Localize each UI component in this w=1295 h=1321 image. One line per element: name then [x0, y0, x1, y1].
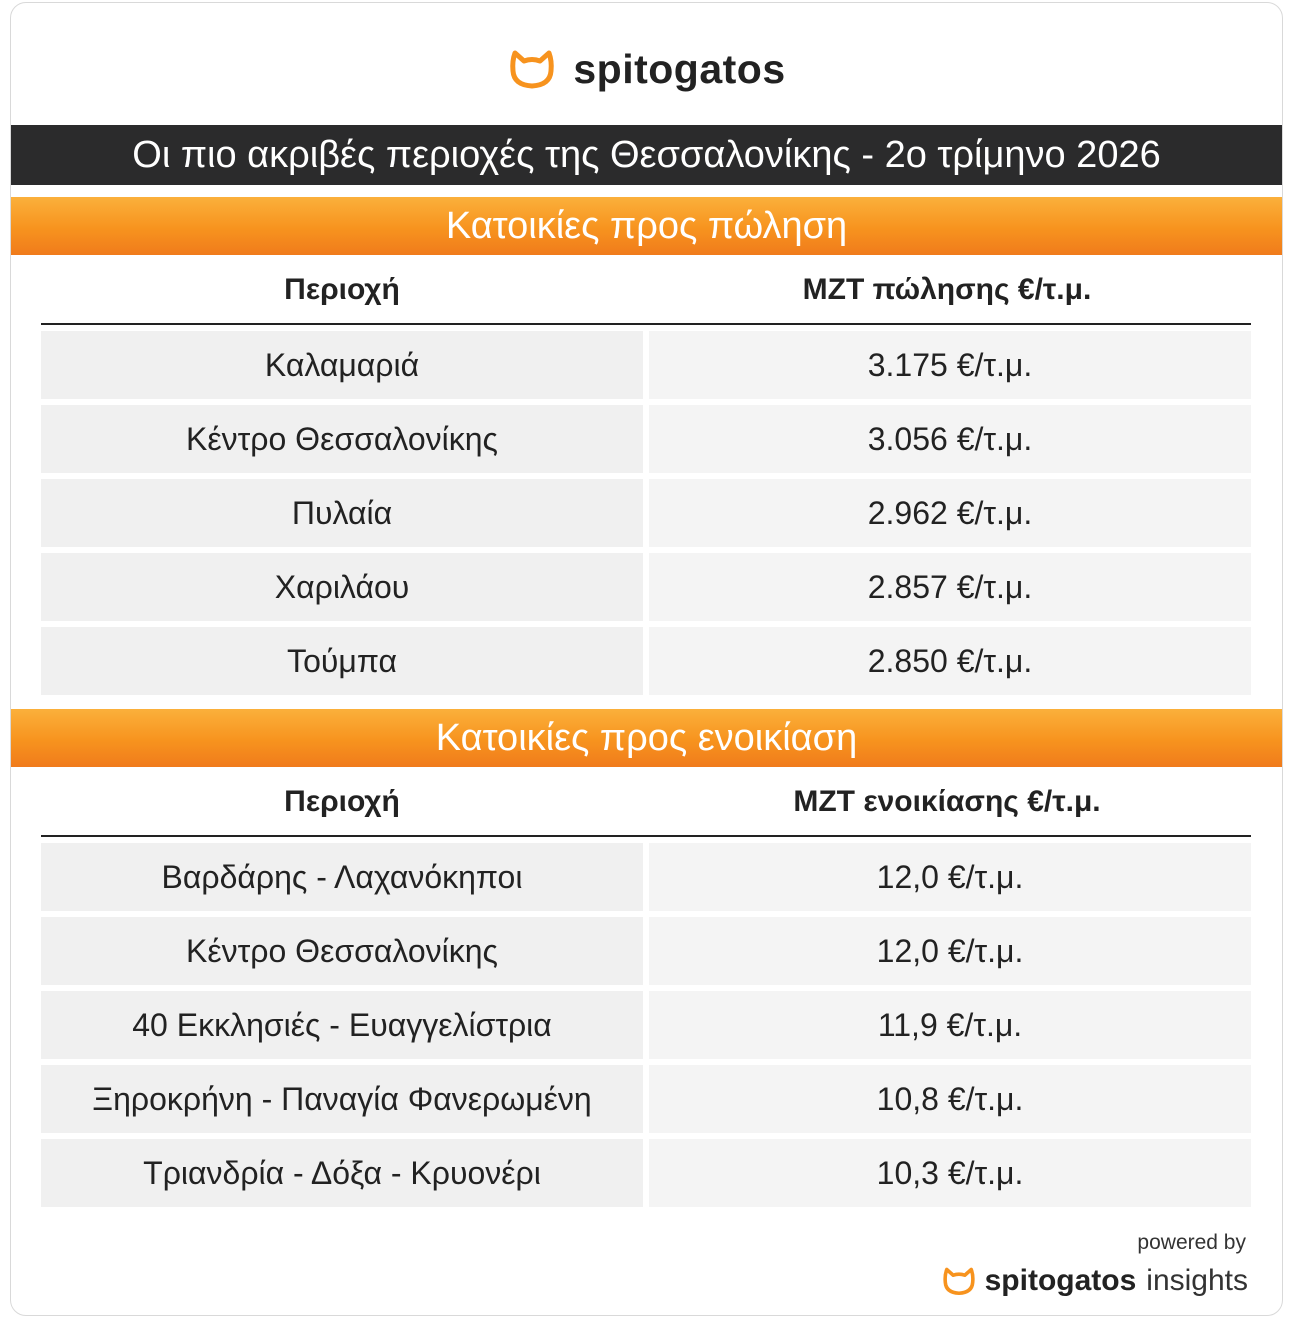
price-cell: 3.175 €/τ.μ.: [649, 331, 1251, 399]
area-cell: Κέντρο Θεσσαλονίκης: [41, 917, 643, 985]
infographic-card: [10, 2, 1283, 1316]
rent-section-heading: Κατοικίες προς ενοικίαση: [10, 709, 1283, 767]
table-row: [41, 627, 1251, 695]
brand-logo: [11, 41, 1282, 97]
table-row: [41, 331, 1251, 399]
area-cell: Τριανδρία - Δόξα - Κρυονέρι: [41, 1139, 643, 1207]
cat-logo-icon: [941, 1265, 977, 1297]
area-cell: Καλαμαριά: [41, 331, 643, 399]
price-cell: 2.962 €/τ.μ.: [649, 479, 1251, 547]
area-cell: Βαρδάρης - Λαχανόκηποι: [41, 843, 643, 911]
area-cell: 40 Εκκλησιές - Ευαγγελίστρια: [41, 991, 643, 1059]
area-cell: Τούμπα: [41, 627, 643, 695]
area-cell: Χαριλάου: [41, 553, 643, 621]
rent-table-body: [41, 843, 1251, 1213]
price-cell: 10,8 €/τ.μ.: [649, 1065, 1251, 1133]
price-cell: 2.857 €/τ.μ.: [649, 553, 1251, 621]
rent-col-price: ΜΖΤ ενοικίασης €/τ.μ.: [793, 785, 1101, 818]
rent-col-area: Περιοχή: [284, 785, 400, 818]
price-cell: 12,0 €/τ.μ.: [649, 917, 1251, 985]
price-cell: 2.850 €/τ.μ.: [649, 627, 1251, 695]
table-row: [41, 917, 1251, 985]
table-row: [41, 1139, 1251, 1207]
table-row: [41, 479, 1251, 547]
powered-by-label: powered by: [1137, 1231, 1246, 1254]
sale-section-heading: Κατοικίες προς πώληση: [10, 197, 1283, 255]
sale-col-price: ΜΖΤ πώλησης €/τ.μ.: [802, 273, 1092, 306]
price-cell: 3.056 €/τ.μ.: [649, 405, 1251, 473]
table-row: [41, 553, 1251, 621]
sale-table-header: [41, 257, 1251, 325]
rent-table-header: [41, 769, 1251, 837]
insights-brand-light: insights: [1146, 1264, 1248, 1297]
page-title: Οι πιο ακριβές περιοχές της Θεσσαλονίκης - 2ο τρίμηνο 2026: [10, 125, 1283, 185]
sale-table-body: [41, 331, 1251, 701]
table-row: [41, 991, 1251, 1059]
brand-name: spitogatos: [573, 45, 786, 92]
sale-col-area: Περιοχή: [284, 273, 400, 306]
area-cell: Πυλαία: [41, 479, 643, 547]
price-cell: 11,9 €/τ.μ.: [649, 991, 1251, 1059]
area-cell: Κέντρο Θεσσαλονίκης: [41, 405, 643, 473]
area-cell: Ξηροκρήνη - Παναγία Φανερωμένη: [41, 1065, 643, 1133]
insights-logo: [941, 1261, 1248, 1301]
table-row: [41, 843, 1251, 911]
price-cell: 10,3 €/τ.μ.: [649, 1139, 1251, 1207]
table-row: [41, 1065, 1251, 1133]
cat-logo-icon: [507, 47, 557, 91]
table-row: [41, 405, 1251, 473]
price-cell: 12,0 €/τ.μ.: [649, 843, 1251, 911]
insights-brand-bold: spitogatos: [984, 1264, 1137, 1297]
